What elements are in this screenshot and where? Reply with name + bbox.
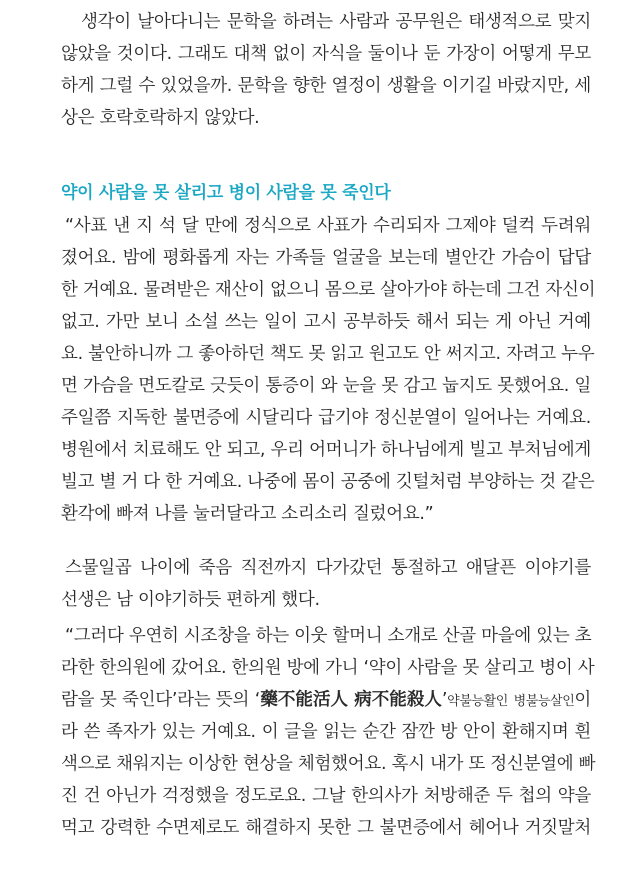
- paragraph-line: 선생은 남 이야기하듯 편하게 했다.: [61, 590, 320, 610]
- section-heading: 약이 사람을 못 살리고 병이 사람을 못 죽인다: [61, 183, 391, 203]
- quote-line: 졌어요. 밤에 평화롭게 자는 가족들 얼굴을 보는데 별안간 가슴이 답답: [61, 248, 591, 268]
- quote-line: “그러다 우연히 시조창을 하는 이웃 할머니 소개로 산골 마을에 있는 초: [65, 626, 592, 646]
- quote-text: 람을 못 죽인다’라는 뜻의 ‘: [61, 690, 260, 710]
- hanja-reading: 약불능활인: [447, 694, 508, 709]
- quote-line: 색으로 채워지는 이상한 현상을 체험했어요. 혹시 내가 또 정신분열에 빠: [61, 754, 596, 774]
- quote-line: 진 건 아닌가 걱정했을 정도로요. 그날 한의사가 처방해준 두 첩의 약을: [61, 786, 591, 806]
- quote-line: 면 가슴을 면도칼로 긋듯이 통증이 와 눈을 못 감고 눕지도 못했어요. 일: [61, 376, 591, 396]
- quote-line: 없고. 가만 보니 소설 쓰는 일이 고시 공부하듯 해서 되는 게 아닌 거예: [61, 312, 591, 332]
- quote-line: 한 거예요. 물려받은 재산이 없으니 몸으로 살아가야 하는데 그건 자신이: [61, 280, 596, 300]
- quote-line: “사표 낸 지 석 달 만에 정식으로 사표가 수리되자 그제야 덜컥 두려워: [65, 216, 591, 236]
- quote-line: 요. 불안하니까 그 좋아하던 책도 못 읽고 원고도 안 써지고. 자려고 누우: [61, 344, 595, 364]
- quote-line: 환각에 빠져 나를 눌러달라고 소리소리 질렀어요.”: [61, 504, 434, 524]
- paragraph-line: 상은 호락호락하지 않았다.: [61, 108, 260, 128]
- quote-text: 이: [574, 690, 591, 710]
- quote-line-with-hanja: [61, 688, 591, 714]
- quote-line: 라 쓴 족자가 있는 거예요. 이 글을 읽는 순간 잠깐 방 안이 환해지며 흰: [61, 722, 591, 742]
- quote-close-mark: ’: [441, 690, 448, 710]
- quote-line: 라한 한의원에 갔어요. 한의원 방에 가니 ‘약이 사람을 못 살리고 병이 사: [61, 658, 595, 678]
- hanja-text: 藥不能活人 病不能殺人: [260, 690, 442, 710]
- paragraph-line: 하게 그럴 수 있었을까. 문학을 향한 열정이 생활을 이기길 바랐지만, 세: [61, 76, 591, 96]
- paragraph-line: 생각이 날아다니는 문학을 하려는 사람과 공무원은 태생적으로 맞지: [81, 12, 591, 32]
- quote-line: 빌고 별 거 다 한 거예요. 나중에 몸이 공중에 깃털처럼 부양하는 것 같은: [61, 472, 595, 492]
- hanja-reading: 병불능살인: [513, 694, 575, 709]
- paragraph-line: 않았을 것이다. 그래도 대책 없이 자식을 둘이나 둔 가장이 어떻게 무모: [61, 44, 591, 64]
- quote-line: 병원에서 치료해도 안 되고, 우리 어머니가 하나님에게 빌고 부처님에게: [61, 440, 591, 460]
- paragraph-line: 스물일곱 나이에 죽음 직전까지 다가갔던 통절하고 애달픈 이야기를: [65, 558, 591, 578]
- quote-line: 주일쯤 지독한 불면증에 시달리다 급기야 정신분열이 일어나는 거예요.: [61, 408, 591, 428]
- quote-line: 먹고 강력한 수면제로도 해결하지 못한 그 불면증에서 헤어나 거짓말처: [61, 818, 591, 838]
